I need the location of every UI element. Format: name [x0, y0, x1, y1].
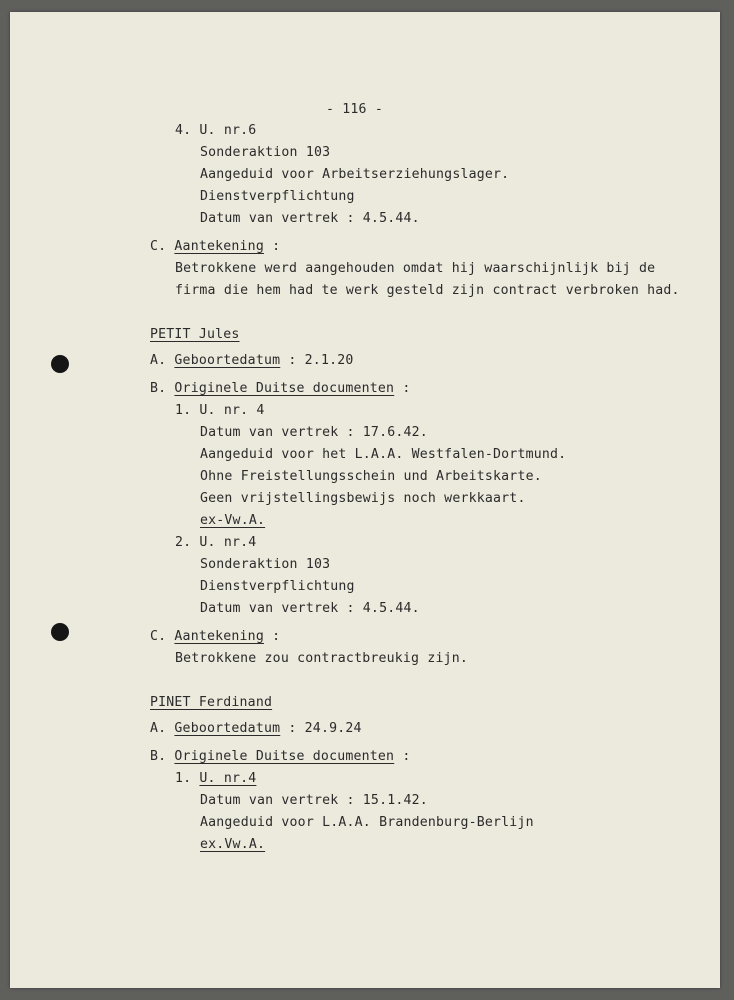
note-heading: Aantekening [174, 239, 264, 254]
note-heading-row [150, 629, 280, 644]
birthdate-letter: A. [150, 353, 167, 368]
item-4-header: 4. U. nr.6 [175, 123, 257, 138]
document-1-reference: ex.Vw.A. [200, 837, 266, 852]
note-heading: Aantekening [174, 629, 264, 644]
birthdate-letter: A. [150, 721, 167, 736]
document-1-line: Aangeduid voor het L.A.A. Westfalen-Dortmund. [200, 447, 567, 462]
document-page [10, 12, 720, 988]
note-colon: : [272, 629, 281, 644]
document-1-reference: ex-Vw.A. [200, 513, 266, 528]
documents-colon: : [402, 381, 411, 396]
note-letter: C. [150, 629, 167, 644]
documents-label: Originele Duitse documenten [174, 381, 395, 396]
document-1-number: 1. [175, 771, 192, 786]
note-line: Betrokkene zou contractbreukig zijn. [175, 651, 469, 666]
document-2-header: 2. U. nr.4 [175, 535, 257, 550]
document-1-line: Datum van vertrek : 17.6.42. [200, 425, 428, 440]
note-colon: : [272, 239, 281, 254]
documents-row [150, 381, 410, 396]
birthdate-row [150, 353, 354, 368]
document-1-label: U. nr.4 [199, 771, 257, 786]
documents-label: Originele Duitse documenten [174, 749, 395, 764]
birthdate-value: : 2.1.20 [288, 353, 354, 368]
item-4-line: Dienstverpflichtung [200, 189, 355, 204]
punch-hole-top [51, 355, 69, 373]
person-name: PINET Ferdinand [150, 695, 273, 710]
page-number: - 116 - [326, 102, 383, 117]
birthdate-label: Geboortedatum [174, 721, 281, 736]
documents-letter: B. [150, 749, 167, 764]
document-2-line: Datum van vertrek : 4.5.44. [200, 601, 420, 616]
item-4-line: Aangeduid voor Arbeitserziehungslager. [200, 167, 510, 182]
document-1-header: 1. U. nr. 4 [175, 403, 265, 418]
item-4-line: Datum van vertrek : 4.5.44. [200, 211, 420, 226]
documents-letter: B. [150, 381, 167, 396]
document-1-line: Datum van vertrek : 15.1.42. [200, 793, 428, 808]
document-2-line: Sonderaktion 103 [200, 557, 331, 572]
note-heading-row [150, 239, 280, 254]
documents-row [150, 749, 410, 764]
item-4-line: Sonderaktion 103 [200, 145, 331, 160]
note-line: firma die hem had te werk gesteld zijn contract verbroken had. [175, 283, 680, 298]
document-1-line: Aangeduid voor L.A.A. Brandenburg-Berlijn [200, 815, 534, 830]
document-1-line: Geen vrijstellingsbewijs noch werkkaart. [200, 491, 526, 506]
birthdate-row [150, 721, 362, 736]
punch-hole-bottom [51, 623, 69, 641]
documents-colon: : [402, 749, 411, 764]
note-letter: C. [150, 239, 167, 254]
note-line: Betrokkene werd aangehouden omdat hij waarschijnlijk bij de [175, 261, 656, 276]
document-1-line: Ohne Freistellungsschein und Arbeitskarte. [200, 469, 542, 484]
birthdate-label: Geboortedatum [174, 353, 281, 368]
document-1-header [175, 771, 256, 786]
birthdate-value: : 24.9.24 [288, 721, 362, 736]
person-name: PETIT Jules [150, 327, 240, 342]
document-2-line: Dienstverpflichtung [200, 579, 355, 594]
